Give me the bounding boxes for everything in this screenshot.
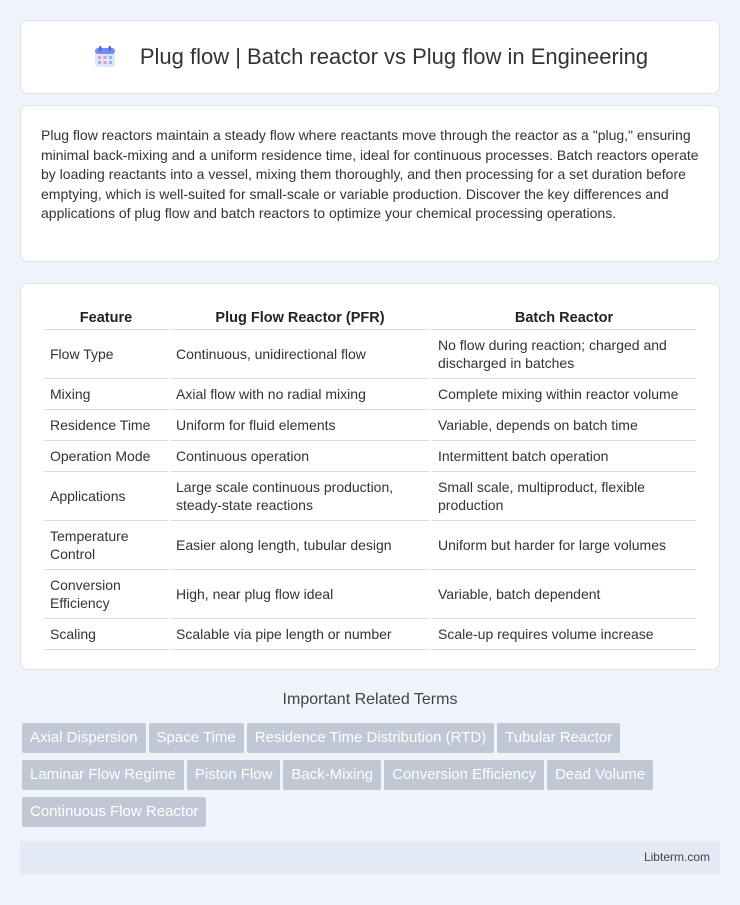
tag-axial-dispersion[interactable]: Axial Dispersion	[22, 723, 146, 753]
table-cell: Complete mixing within reactor volume	[432, 379, 696, 410]
table-row	[44, 379, 696, 410]
table-cell: Variable, depends on batch time	[432, 410, 696, 441]
table-header-row	[44, 304, 696, 330]
table-cell: Intermittent batch operation	[432, 441, 696, 472]
table-cell: Scale-up requires volume increase	[432, 619, 696, 650]
table-cell: Residence Time	[44, 410, 168, 441]
table-cell: Easier along length, tubular design	[170, 521, 430, 570]
tag-conversion-efficiency[interactable]: Conversion Efficiency	[384, 760, 544, 790]
table-row	[44, 521, 696, 570]
table-cell: Continuous, unidirectional flow	[170, 330, 430, 379]
table-cell: Mixing	[44, 379, 168, 410]
table-cell: Large scale continuous production, steady-state reactions	[170, 472, 430, 521]
comparison-table	[42, 304, 698, 650]
table-cell: Operation Mode	[44, 441, 168, 472]
table-row	[44, 410, 696, 441]
table-cell: Scaling	[44, 619, 168, 650]
intro-card	[20, 105, 720, 262]
table-cell: Uniform for fluid elements	[170, 410, 430, 441]
table-cell: Conversion Efficiency	[44, 570, 168, 619]
table-cell: Uniform but harder for large volumes	[432, 521, 696, 570]
tag-laminar-flow-regime[interactable]: Laminar Flow Regime	[22, 760, 184, 790]
table-row	[44, 441, 696, 472]
table-cell: Variable, batch dependent	[432, 570, 696, 619]
table-cell: Temperature Control	[44, 521, 168, 570]
related-terms-list	[22, 723, 722, 834]
tag-back-mixing[interactable]: Back-Mixing	[283, 760, 381, 790]
related-terms-title: Important Related Terms	[282, 691, 458, 708]
tag-continuous-flow-reactor[interactable]: Continuous Flow Reactor	[22, 797, 206, 827]
tag-piston-flow[interactable]: Piston Flow	[187, 760, 281, 790]
table-cell: No flow during reaction; charged and discharged in batches	[432, 330, 696, 379]
table-cell: Scalable via pipe length or number	[170, 619, 430, 650]
page-title: Plug flow | Batch reactor vs Plug flow in Engineering	[139, 44, 649, 69]
tag-residence-time-distribution[interactable]: Residence Time Distribution (RTD)	[247, 723, 494, 753]
header-card	[20, 20, 720, 94]
table-header-feature: Feature	[44, 304, 168, 330]
tag-tubular-reactor[interactable]: Tubular Reactor	[497, 723, 620, 753]
table-cell: Flow Type	[44, 330, 168, 379]
table-row	[44, 619, 696, 650]
footer	[20, 841, 720, 874]
calendar-icon	[92, 44, 118, 70]
table-cell: Continuous operation	[170, 441, 430, 472]
table-header-pfr: Plug Flow Reactor (PFR)	[170, 304, 430, 330]
table-cell: High, near plug flow ideal	[170, 570, 430, 619]
comparison-table-card	[20, 283, 720, 670]
tag-space-time[interactable]: Space Time	[149, 723, 244, 753]
tag-dead-volume[interactable]: Dead Volume	[547, 760, 653, 790]
table-header-batch: Batch Reactor	[432, 304, 696, 330]
table-cell: Applications	[44, 472, 168, 521]
footer-site-link[interactable]: Libterm.com	[643, 850, 710, 864]
table-row	[44, 330, 696, 379]
intro-text: Plug flow reactors maintain a steady flow where reactants move through the reactor as a "plug," ensuring minimal back-mixing and a uniform residence time, ideal for continuous processes. Batch reactors operate by loading reactants into a vessel, mixing them thoroughly, and then processing for a set duration before emptying, which is well-suited for small-scale or variable production. Discover the key differences and applications of plug flow and batch reactors to optimize your chemical processing operations.	[41, 127, 699, 221]
table-row	[44, 472, 696, 521]
table-cell: Small scale, multiproduct, flexible production	[432, 472, 696, 521]
table-cell: Axial flow with no radial mixing	[170, 379, 430, 410]
table-row	[44, 570, 696, 619]
